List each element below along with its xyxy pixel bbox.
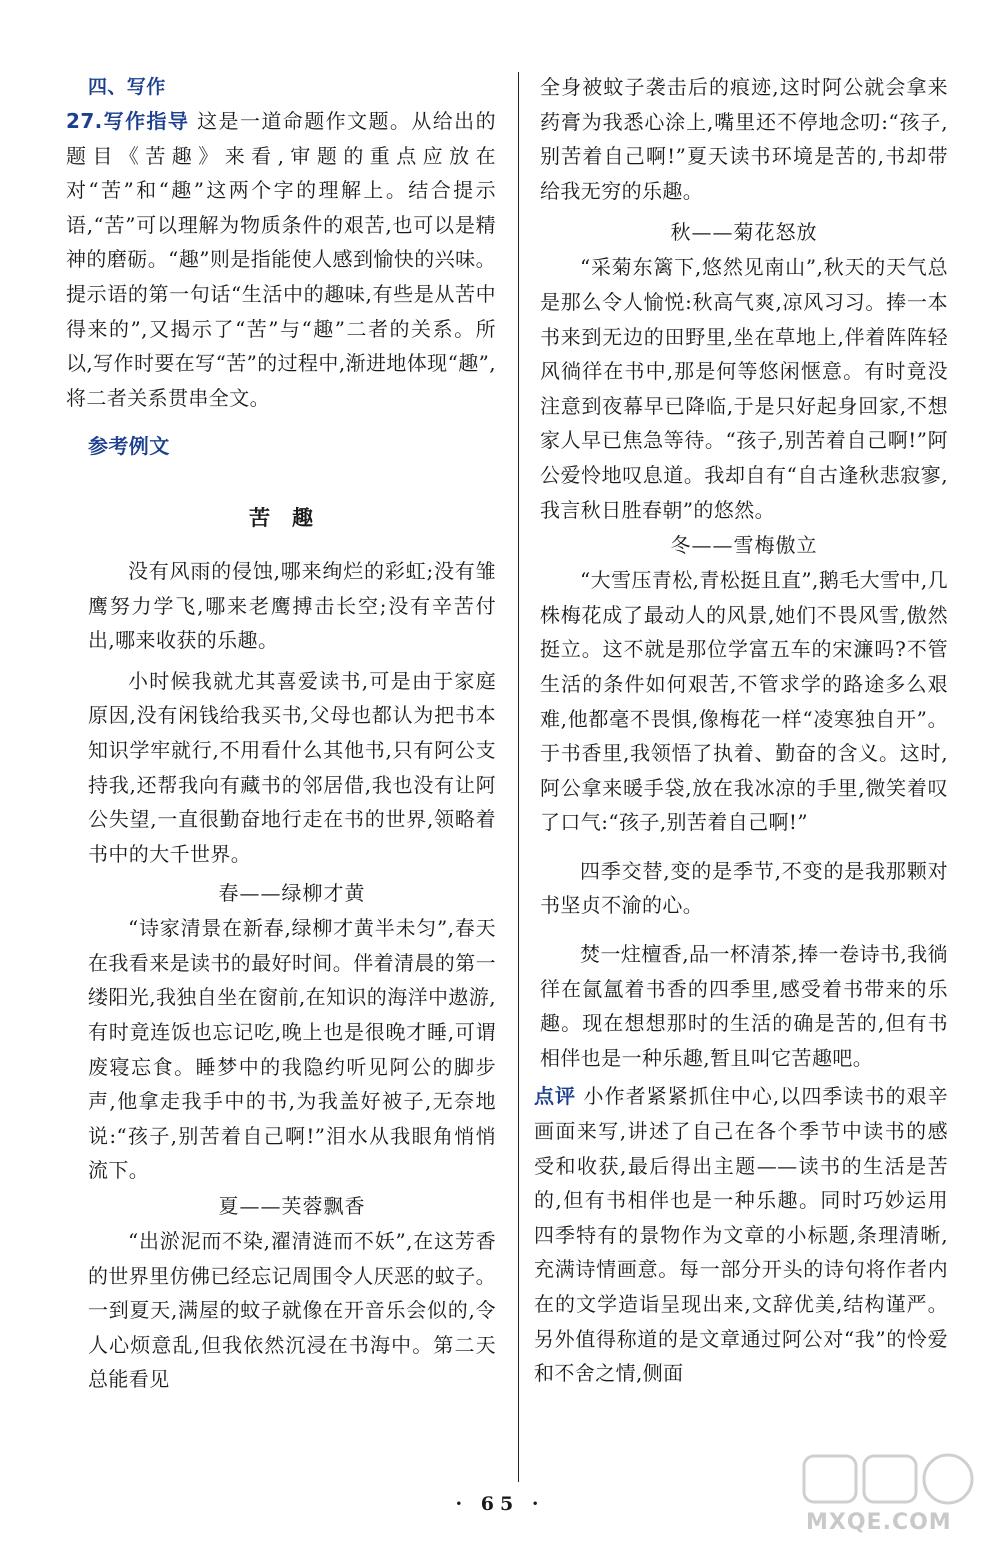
essay-outro-paragraph-2: 焚一炷檀香,品一杯清茶,捧一卷诗书,我徜徉在氤氲着书香的四季里,感受着书带来的乐趣。现在想想那时的生活的确是苦的,但有书相伴也是一种乐趣,暂且叫它苦趣吧。 [540,942,948,1070]
summer-subtitle: 夏——芙蓉飘香 [218,1194,366,1219]
autumn-paragraph: “采菊东篱下,悠然见南山”,秋天的天气总是那么令人愉悦:秋高气爽,凉风习习。捧一本书来到无边的田野里,坐在草地上,伴着阵阵轻风徜徉在书中,那是何等悠闲惬意。有时竟没注意到夜幕早已降临,于是只好起身回家,不想家人早已焦急等待。“孩子,别苦着自己啊!”阿公爱怜地叹息道。我却自有“自古逢秋悲寂寥,我言秋日胜春朝”的悠然。 [540,255,948,522]
essay-outro-paragraph-1: 四季交替,变的是季节,不变的是我那颗对书坚贞不渝的心。 [540,858,948,918]
winter-paragraph: “大雪压青松,青松挺且直”,鹅毛大雪中,几株梅花成了最动人的风景,她们不畏风雪,傲然挺立。这不就是那位学富五车的宋濂吗?不管生活的条件如何艰苦,不管求学的路途多么艰难,他都毫不畏惧,像梅花一样“凌寒独自开”。于书香里,我领悟了执着、勤奋的含义。这时,阿公拿来暖手袋,放在我冰凉的手里,微笑着叹了口气:“孩子,别苦着自己啊!” [540,568,948,835]
page-number: · 65 · [455,1493,545,1515]
autumn-subtitle: 秋——菊花怒放 [670,220,818,245]
comment-block [534,1079,948,1390]
comment-text: 小作者紧紧抓住中心,以四季读书的艰辛画面来写,讲述了自己在各个季节中读书的感受和收获,最后得出主题——读书的生活是苦的,但有书相伴也是一种乐趣。同时巧妙运用四季特有的景物作为文章的小标题,条理清晰,充满诗情画意。每一部分开头的诗句将作者内在的文学造诣呈现出来,文辞优美,结构谨严。另外值得称道的是文章通过阿公对“我”的怜爱和不舍之情,侧面 [534,1084,948,1386]
essay-title: 苦趣 [249,505,335,530]
right-column [534,70,948,1391]
left-column [66,70,496,1397]
comment-label: 点评 [534,1084,577,1109]
question-number: 27. [66,109,103,133]
spring-subtitle: 春——绿柳才黄 [218,881,366,906]
summer-paragraph-continued: 全身被蚊子袭击后的痕迹,这时阿公就会拿来药膏为我悉心涂上,嘴里还不停地念叨:“孩子,别苦着自己啊!”夏天读书环境是苦的,书却带给我无穷的乐趣。 [540,75,948,203]
sample-essay-label: 参考例文 [88,434,170,459]
question-27 [66,104,496,415]
winter-subtitle: 冬——雪梅傲立 [670,533,818,558]
writing-guide-text: 这是一道命题作文题。从给出的题目《苦趣》来看,审题的重点应放在对“苦”和“趣”这两个字的理解上。结合提示语,“苦”可以理解为物质条件的艰苦,也可以是精神的磨砺。“趣”则是指能使人感到愉快的兴味。提示语的第一句话“生活中的趣味,有些是从苦中得来的”,又揭示了“苦”与“趣”二者的关系。所以,写作时要在写“苦”的过程中,渐进地体现“趣”,将二者关系贯串全文。 [66,109,496,410]
column-divider [518,72,519,1482]
essay-intro-paragraph-1: 没有风雨的侵蚀,哪来绚烂的彩虹;没有雏鹰努力学飞,哪来老鹰搏击长空;没有辛苦付出,哪来收获的乐趣。 [88,558,496,653]
summer-paragraph-start: “出淤泥而不染,濯清涟而不妖”,在这芳香的世界里仿佛已经忘记周围令人厌恶的蚊子。一到夏天,满屋的蚊子就像在开音乐会似的,令人心烦意乱,但我依然沉浸在书海中。第二天总能看见 [88,1229,496,1392]
watermark-text: MXQE.COM [806,1510,952,1535]
essay-intro-paragraph-2: 小时候我就尤其喜爱读书,可是由于家庭原因,没有闲钱给我买书,父母也都认为把书本知识学牢就行,不用看什么其他书,只有阿公支持我,还帮我向有藏书的邻居借,我也没有让阿公失望,一直很勤奋地行走在书的世界,领略着书中的大千世界。 [88,668,496,866]
spring-paragraph: “诗家清景在新春,绿柳才黄半未匀”,春天在我看来是读书的最好时间。伴着清晨的第一缕阳光,我独自坐在窗前,在知识的海洋中遨游,有时竟连饭也忘记吃,晚上也是很晚才睡,可谓废寝忘食。睡梦中的我隐约听见阿公的脚步声,他拿走我手中的书,为我盖好被子,无奈地说:“孩子,别苦着自己啊!”泪水从我眼角悄悄流下。 [88,916,496,1183]
writing-guide-label: 写作指导 [102,109,190,133]
section-heading: 四、写作 [88,76,166,98]
